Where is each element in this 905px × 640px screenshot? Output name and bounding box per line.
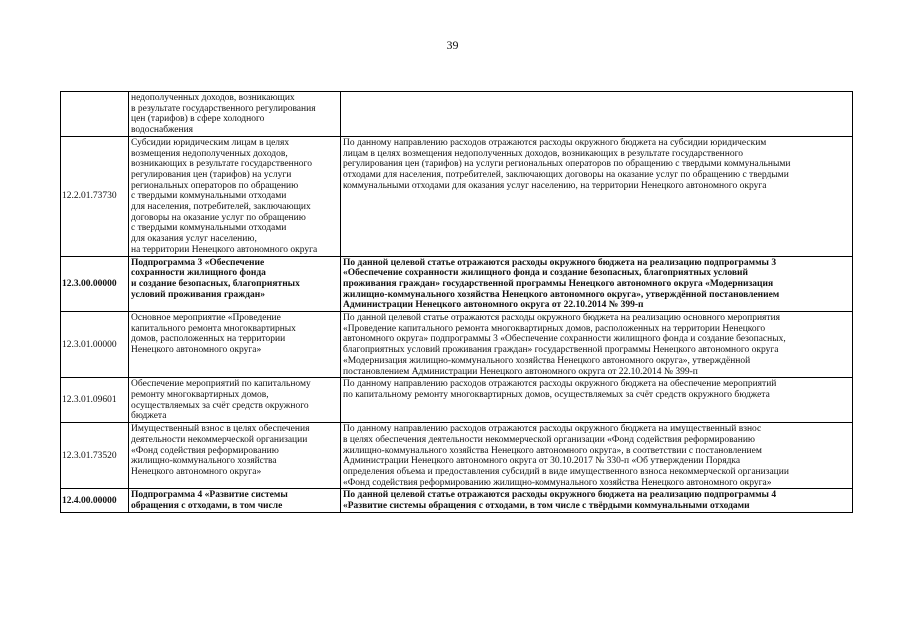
row-code: 12.3.00.00000 [61, 256, 129, 312]
row-name: Подпрограмма 3 «Обеспечение сохранности жилищного фонда и создание безопасных, благоприятных условий проживания граждан» [129, 256, 341, 312]
table-row [61, 256, 853, 312]
row-code: 12.2.01.73730 [61, 136, 129, 256]
row-name: Субсидии юридическим лицам в целях возмещения недополученных доходов, возникающих в результате государственного регулирования цен (тарифов) на услуги региональных операторов по обращению с твердыми коммунальными отходами для населения, потребителей, заключающих договоры на оказание услуг по обращению с твердыми коммунальными отходами для оказания услуг населению, на территории Ненецкого автономного округа [129, 136, 341, 256]
row-code: 12.3.01.09601 [61, 378, 129, 423]
row-description: По данной целевой статье отражаются расходы окружного бюджета на реализацию подпрограммы 3 «Обеспечение сохранности жилищного фонда и создание безопасных, благоприятных условий проживания граждан» государственной программы Ненецкого автономного округа «Модернизация жилищно-коммунального хозяйства Ненецкого автономного округа», утверждённой постановлением Администрации Ненецкого автономного округа от 22.10.2014 № 399-п [341, 256, 853, 312]
table-row [61, 312, 853, 378]
page-number: 39 [446, 38, 459, 52]
row-name: Основное мероприятие «Проведение капитального ремонта многоквартирных домов, расположенных на территории Ненецкого автономного округа» [129, 312, 341, 378]
row-description: По данному направлению расходов отражаются расходы окружного бюджета на имущественный взнос в целях обеспечения деятельности некоммерческой организации «Фонд содействия реформированию жилищно-коммунального хозяйства Ненецкого автономного округа», в соответствии с постановлением Администрации Ненецкого автономного округа от 30.10.2017 № 330-п «Об утверждении Порядка определения объема и предоставления субсидий в виде имущественного взноса некоммерческой организации «Фонд содействия реформированию жилищно-коммунального хозяйства Ненецкого автономного округа» [341, 423, 853, 489]
row-description: По данной целевой статье отражаются расходы окружного бюджета на реализацию подпрограммы 4 «Развитие системы обращения с отходами, в том числе с твёрдыми коммунальными отходами [341, 489, 853, 512]
row-name: Обеспечение мероприятий по капитальному ремонту многоквартирных домов, осуществляемых за счёт средств окружного бюджета [129, 378, 341, 423]
table-row [61, 92, 853, 137]
row-code: 12.3.01.73520 [61, 423, 129, 489]
row-name: недополученных доходов, возникающих в результате государственного регулирования цен (тарифов) в сфере холодного водоснабжения [129, 92, 341, 137]
row-name: Имущественный взнос в целях обеспечения деятельности некоммерческой организации «Фонд содействия реформированию жилищно-коммунального хозяйства Ненецкого автономного округа» [129, 423, 341, 489]
row-code: 12.4.00.00000 [61, 489, 129, 512]
row-code: 12.3.01.00000 [61, 312, 129, 378]
row-description: По данной целевой статье отражаются расходы окружного бюджета на реализацию основного мероприятия «Проведение капитального ремонта многоквартирных домов, расположенных на территории Ненецкого автономного округа» подпрограммы 3 «Обеспечение сохранности жилищного фонда и создание безопасных, благоприятных условий проживания граждан» государственной программы Ненецкого автономного округа «Модернизация жилищно-коммунального хозяйства Ненецкого автономного округа», утверждённой постановлением Администрации Ненецкого автономного округа от 22.10.2014 № 399-п [341, 312, 853, 378]
budget-classification-table [60, 91, 853, 513]
row-description: По данному направлению расходов отражаются расходы окружного бюджета на обеспечение мероприятий по капитальному ремонту многоквартирных домов, осуществляемых за счёт средств окружного бюджета [341, 378, 853, 423]
table-row [61, 423, 853, 489]
row-description: По данному направлению расходов отражаются расходы окружного бюджета на субсидии юридическим лицам в целях возмещения недополученных доходов, возникающих в результате государственного регулирования цен (тарифов) на услуги региональных операторов по обращению с твердыми коммунальными отходами для населения, потребителей, заключающих договоры на оказание услуг по обращению с твердыми коммунальными отходами для оказания услуг населению, на территории Ненецкого автономного округа [341, 136, 853, 256]
row-description [341, 92, 853, 137]
table-row [61, 136, 853, 256]
table-row [61, 378, 853, 423]
row-name: Подпрограмма 4 «Развитие системы обращения с отходами, в том числе [129, 489, 341, 512]
row-code [61, 92, 129, 137]
table-row [61, 489, 853, 512]
